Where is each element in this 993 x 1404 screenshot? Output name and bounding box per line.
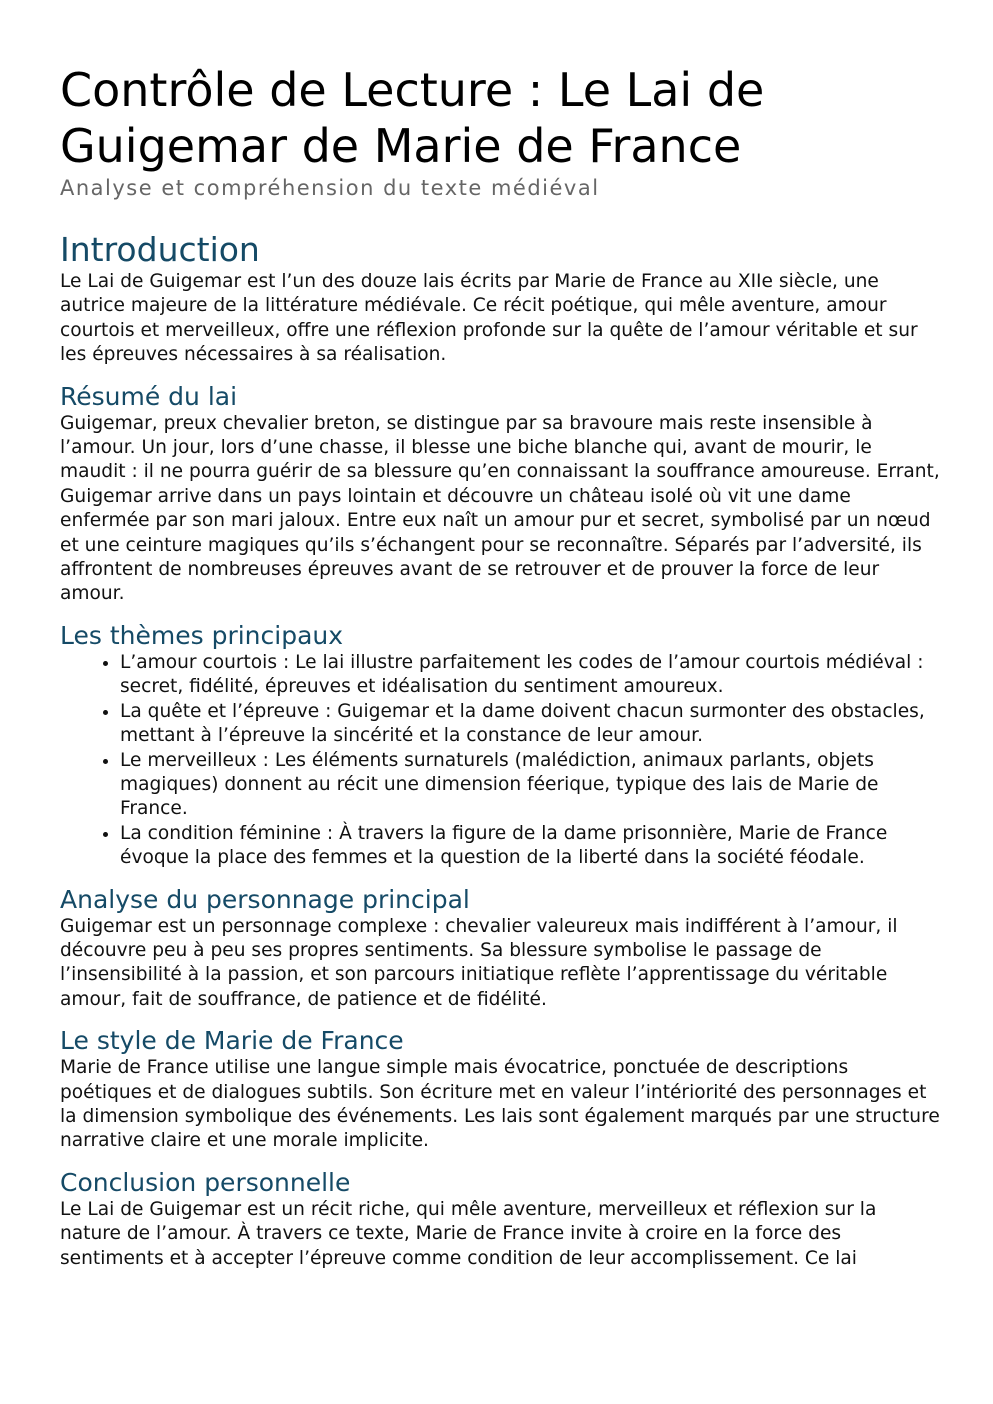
page-subtitle: Analyse et compréhension du texte médiéval <box>60 176 600 200</box>
section-text-introduction: Le Lai de Guigemar est l’un des douze lais écrits par Marie de France au XIIe siècle, une autrice majeure de la littérature médiévale. Ce récit poétique, qui mêle aventure, amour courtois et merveilleux, offre une réflexion profonde sur la quête de l’amour véritable et sur les épreuves nécessaires à sa réalisation. <box>60 271 918 366</box>
list-item: • Le merveilleux : Les éléments surnaturels (malédiction, animaux parlants, objets magiques) donnent au récit une dimension féerique, typique des lais de Marie de France. <box>120 749 940 822</box>
section-text-personnage: Guigemar est un personnage complexe : chevalier valeureux mais indifférent à l’amour, il découvre peu à peu ses propres sentiments. Sa blessure symbolise le passage de l’insensibilité à la passion, et son parcours initiatique reflète l’apprentissage du véritable amour, fait de souffrance, de patience et de fidélité. <box>60 915 898 1010</box>
section-text-style: Marie de France utilise une langue simple mais évocatrice, ponctuée de descriptions poétiques et de dialogues subtils. Son écriture met en valeur l’intériorité des personnages et la dimension symbolique des événements. Les lais sont également marqués par une structure narrative claire et une morale implicite. <box>60 1057 940 1152</box>
themes-list <box>60 651 940 871</box>
section-heading-themes: Les thèmes principaux <box>60 620 344 650</box>
document <box>60 62 940 1271</box>
section-text-resume: Guigemar, preux chevalier breton, se distingue par sa bravoure mais reste insensible à l’amour. Un jour, lors d’une chasse, il blesse une biche blanche qui, avant de mourir, le maudit : il ne pourra guérir de sa blessure qu’en connaissant la souffrance amoureuse. Errant, Guigemar arrive dans un pays lointain et découvre un château isolé où vit une dame enfermée par son mari jaloux. Entre eux naît un amour pur et secret, symbolisé par un nœud et une ceinture magiques qu’ils s’échangent pour se reconnaître. Séparés par l’adversité, ils affrontent de nombreuses épreuves avant de se retrouver et de prouver la force de leur amour. <box>60 412 940 605</box>
section-heading-style: Le style de Marie de France <box>60 1026 404 1056</box>
section-heading-personnage: Analyse du personnage principal <box>60 884 470 914</box>
section-text-conclusion: Le Lai de Guigemar est un récit riche, qui mêle aventure, merveilleux et réflexion sur la nature de l’amour. À travers ce texte, Marie de France invite à croire en la force des sentiments et à accepter l’épreuve comme condition de leur accomplissement. Ce lai <box>60 1198 877 1269</box>
section-heading-resume: Résumé du lai <box>60 381 238 411</box>
page-title: Contrôle de Lecture : Le Lai de Guigemar de Marie de France <box>60 63 765 173</box>
section-heading-conclusion: Conclusion personnelle <box>60 1167 351 1197</box>
list-item: • La condition féminine : À travers la figure de la dame prisonnière, Marie de France évoque la place des femmes et la question de la liberté dans la société féodale. <box>120 822 940 871</box>
list-item: • L’amour courtois : Le lai illustre parfaitement les codes de l’amour courtois médiéval : secret, fidélité, épreuves et idéalisation du sentiment amoureux. <box>120 651 940 700</box>
section-heading-introduction: Introduction <box>60 230 260 269</box>
list-item: • La quête et l’épreuve : Guigemar et la dame doivent chacun surmonter des obstacles, mettant à l’épreuve la sincérité et la constance de leur amour. <box>120 700 940 749</box>
